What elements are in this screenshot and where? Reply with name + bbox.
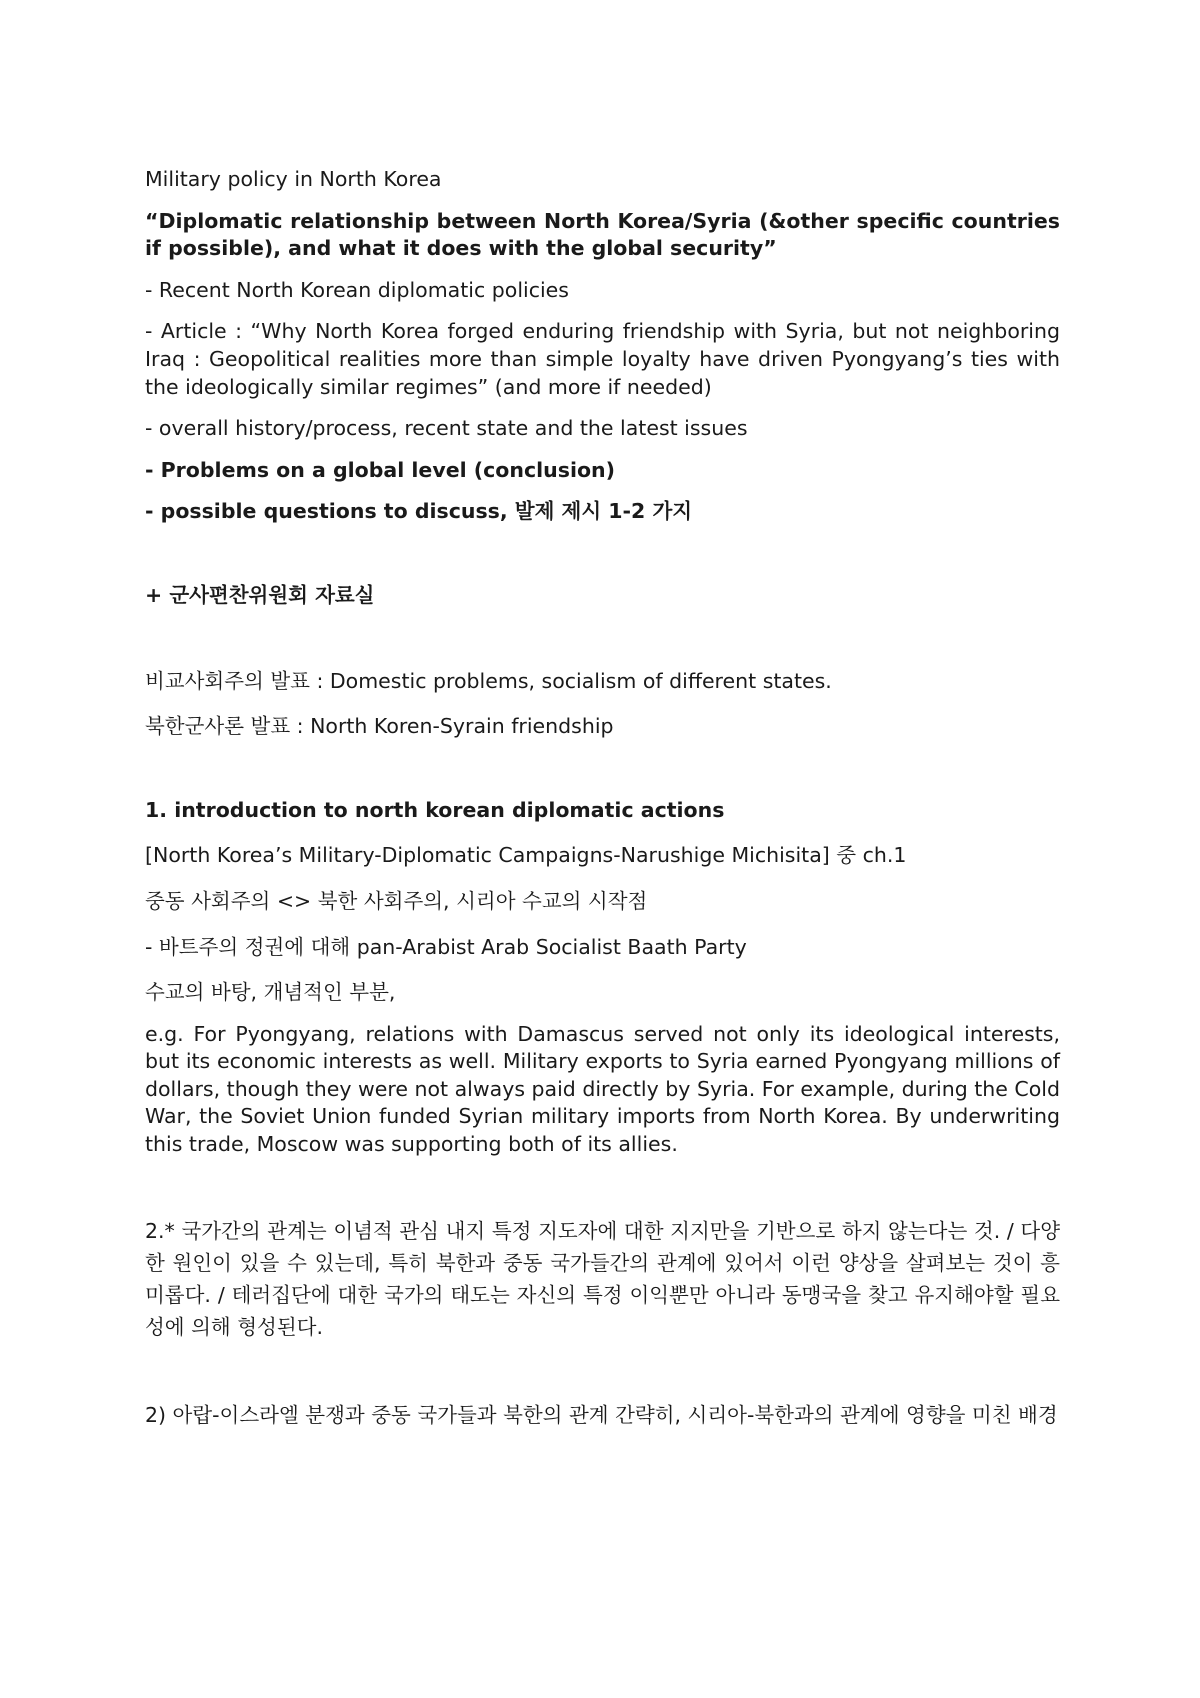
presentation-comparative-socialism: 비교사회주의 발표 : Domestic problems, socialism of different states.: [145, 668, 832, 693]
archive-note: + 군사편찬위원회 자료실: [145, 582, 375, 607]
bullet-article: - Article : “Why North Korea forged enduring friendship with Syria, but not neighboring Iraq : Geopolitical realities more than simple loyalty have driven Pyongyang’s ties with the ideologically similar regimes” (and more if needed): [145, 319, 1060, 399]
presentation-nk-military: 북한군사론 발표 : North Koren-Syrain friendship: [145, 714, 614, 739]
section-1-source: [North Korea’s Military-Diplomatic Campaigns-Narushige Michisita] 중 ch.1: [145, 843, 907, 868]
bullet-overall-history: - overall history/process, recent state and the latest issues: [145, 416, 748, 441]
section-1-example: e.g. For Pyongyang, relations with Damascus served not only its ideological interests, but its economic interests as well. Military exports to Syria earned Pyongyang millions of dollars, though they were not always paid directly by Syria. For example, during the Cold War, the Soviet Union funded Syrian military imports from North Korea. By underwriting this trade, Moscow was supporting both of its allies.: [145, 1021, 1060, 1157]
section-2-text: 2.* 국가간의 관계는 이념적 관심 내지 특정 지도자에 대한 지지만을 기반으로 하지 않는다는 것. / 다양한 원인이 있을 수 있는데, 특히 북한과 중동 국가들간의 관계에 있어서 이런 양상을 살펴보는 것이 흥미롭다. / 테러집단에 대한 국가의 태도는 자신의 특정 이익뿐만 아니라 동맹국을 찾고 유지해야할 필요성에 의해 형성된다.: [145, 1218, 1060, 1339]
bullet-global-problems: - Problems on a global level (conclusion): [145, 457, 616, 482]
document-page: [145, 166, 1060, 1431]
bullet-recent-policies: - Recent North Korean diplomatic policies: [145, 277, 569, 302]
section-1-line-2: - 바트주의 정권에 대해 pan-Arabist Arab Socialist Baath Party: [145, 934, 747, 959]
section-1-line-1: 중동 사회주의 <> 북한 사회주의, 시리아 수교의 시작점: [145, 888, 648, 913]
document-subtitle: “Diplomatic relationship between North Korea/Syria (&other specific countries if possible), and what it does with the global security”: [145, 208, 1060, 261]
section-1-heading: 1. introduction to north korean diplomatic actions: [145, 797, 725, 822]
section-1-line-3: 수교의 바탕, 개념적인 부분,: [145, 980, 396, 1005]
bullet-discussion-questions: - possible questions to discuss, 발제 제시 1-2 가지: [145, 499, 693, 524]
document-title: Military policy in North Korea: [145, 167, 442, 191]
section-3-text: 2) 아랍-이스라엘 분쟁과 중동 국가들과 북한의 관계 간략히, 시리아-북한과의 관계에 영향을 미친 배경: [145, 1402, 1058, 1427]
